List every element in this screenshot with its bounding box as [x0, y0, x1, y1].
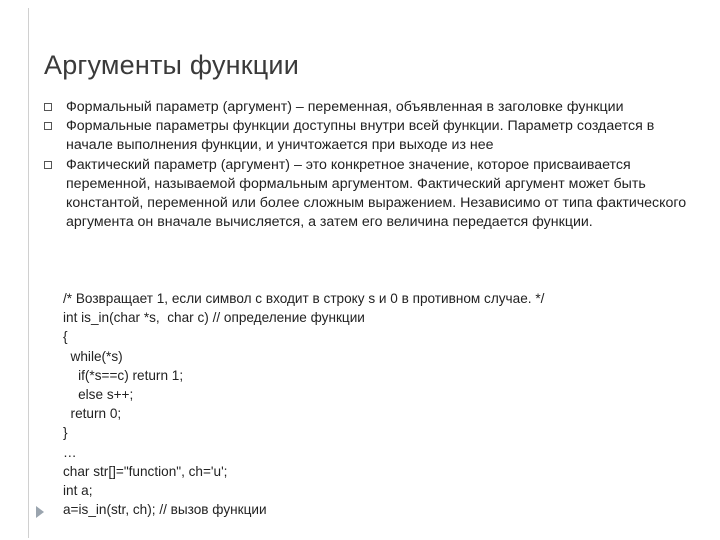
code-line: {: [63, 329, 68, 345]
bullet-text: Формальные параметры функции доступны внутри всей функции. Параметр создается в начале выполнения функции, и уничтожается при выходе из нее: [66, 118, 655, 154]
code-line: else s++;: [63, 386, 134, 402]
code-line: }: [63, 425, 68, 441]
code-line: /* Возвращает 1, если символ с входит в строку s и 0 в противном случае. */: [63, 291, 545, 306]
code-line: …: [63, 444, 77, 460]
left-divider-line: [28, 8, 29, 538]
square-bullet-icon: [44, 161, 52, 169]
square-bullet-icon: [44, 103, 52, 111]
code-line: int a;: [63, 482, 93, 498]
bullet-text: Формальный параметр (аргумент) – переменная, объявленная в заголовке функции: [66, 99, 624, 115]
bullet-text: Фактический параметр (аргумент) – это конкретное значение, которое присваивается переменной, называемой формальным аргументом. Фактический аргумент может быть константой, переменной или более сложным выражением. Независимо от типа фактического аргумента он вначале вычисляется, а затем его величина передается функции.: [66, 156, 687, 231]
next-slide-arrow-icon[interactable]: [36, 506, 44, 518]
code-line: return 0;: [63, 406, 122, 422]
code-line: char str[]="function", ch='u';: [63, 463, 228, 479]
bullet-item: [44, 117, 694, 155]
code-line: int is_in(char *s, char c) // определение функции: [63, 310, 365, 326]
code-line: if(*s==c) return 1;: [63, 367, 184, 383]
bullet-item: [44, 98, 694, 117]
bullet-item: [44, 156, 694, 233]
square-bullet-icon: [44, 122, 52, 130]
slide-title: Аргументы функции: [44, 50, 299, 80]
code-line: while(*s): [63, 348, 123, 364]
code-line: a=is_in(str, ch); // вызов функции: [63, 502, 267, 518]
bullet-list: [44, 98, 694, 232]
code-block: [63, 289, 544, 519]
